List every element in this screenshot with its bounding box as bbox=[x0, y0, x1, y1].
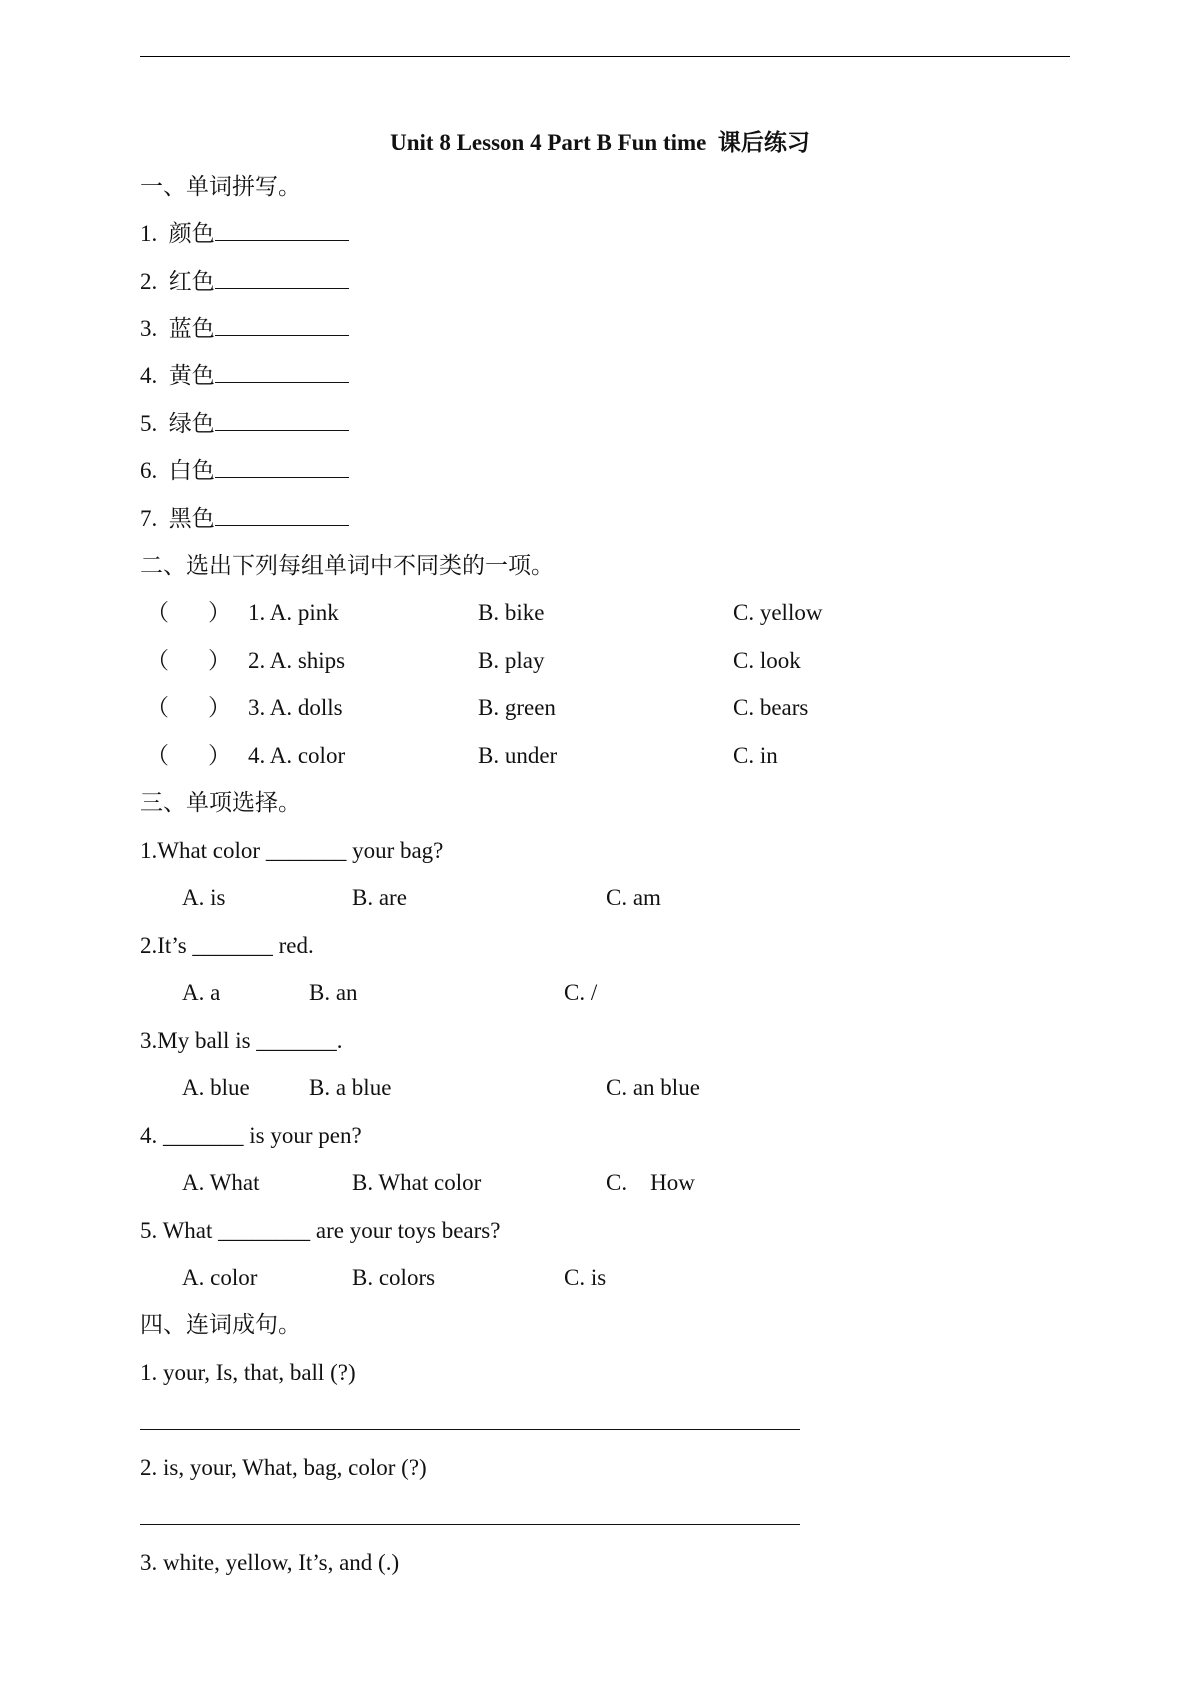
choice-b: B. What color bbox=[352, 1170, 482, 1195]
section3-heading: 三、单项选择。 bbox=[140, 790, 301, 815]
spelling-blank[interactable] bbox=[215, 457, 349, 478]
choice-c: C. is bbox=[564, 1265, 607, 1290]
option-b: B. play bbox=[478, 648, 545, 673]
option-c: C. bears bbox=[733, 695, 809, 720]
option-a: 1. A. pink bbox=[248, 600, 339, 625]
choice-a: A. blue bbox=[182, 1075, 250, 1100]
sentence-prompt: 1. your, Is, that, ball (?) bbox=[140, 1360, 356, 1385]
spelling-item: 6. 白色 bbox=[140, 456, 349, 486]
option-a: 3. A. dolls bbox=[248, 695, 343, 720]
section1-heading: 一、单词拼写。 bbox=[140, 174, 301, 199]
header-rule bbox=[140, 56, 1070, 57]
choice-b: B. colors bbox=[352, 1265, 436, 1290]
option-b: B. bike bbox=[478, 600, 545, 625]
option-a: 2. A. ships bbox=[248, 648, 346, 673]
section2-heading: 二、选出下列每组单词中不同类的一项。 bbox=[140, 553, 554, 578]
option-c: C. in bbox=[733, 743, 778, 768]
spelling-item: 2. 红色 bbox=[140, 267, 349, 297]
spelling-item: 7. 黑色 bbox=[140, 504, 349, 534]
choice-c: C. an blue bbox=[606, 1075, 700, 1100]
spelling-item: 3. 蓝色 bbox=[140, 314, 349, 344]
choice-a: A. What bbox=[182, 1170, 260, 1195]
answer-line[interactable] bbox=[140, 1429, 800, 1430]
spelling-item: 1. 颜色 bbox=[140, 219, 349, 249]
choice-c: C. / bbox=[564, 980, 598, 1005]
answer-bracket-open: （ bbox=[146, 695, 169, 720]
spelling-item: 5. 绿色 bbox=[140, 409, 349, 439]
answer-bracket-close: ） bbox=[208, 648, 231, 673]
question-text: 2.It’s _______ red. bbox=[140, 933, 314, 958]
section4-heading: 四、连词成句。 bbox=[140, 1312, 301, 1337]
answer-bracket-close: ） bbox=[208, 600, 231, 625]
choice-b: B. a blue bbox=[309, 1075, 392, 1100]
question-text: 4. _______ is your pen? bbox=[140, 1123, 362, 1148]
page-title: Unit 8 Lesson 4 Part B Fun time 课后练习 bbox=[390, 130, 810, 155]
choice-b: B. an bbox=[309, 980, 358, 1005]
question-text: 1.What color _______ your bag? bbox=[140, 838, 444, 863]
choice-c: C. am bbox=[606, 885, 661, 910]
answer-bracket-close: ） bbox=[208, 695, 231, 720]
spelling-blank[interactable] bbox=[215, 362, 349, 383]
option-c: C. look bbox=[733, 648, 801, 673]
answer-bracket-open: （ bbox=[146, 743, 169, 768]
answer-bracket-open: （ bbox=[146, 600, 169, 625]
choice-a: A. a bbox=[182, 980, 221, 1005]
choice-b: B. are bbox=[352, 885, 407, 910]
option-b: B. green bbox=[478, 695, 556, 720]
answer-line[interactable] bbox=[140, 1524, 800, 1525]
choice-a: A. is bbox=[182, 885, 226, 910]
question-text: 5. What ________ are your toys bears? bbox=[140, 1218, 501, 1243]
sentence-prompt: 3. white, yellow, It’s, and (.) bbox=[140, 1550, 400, 1575]
spelling-blank[interactable] bbox=[215, 505, 349, 526]
option-b: B. under bbox=[478, 743, 558, 768]
choice-c: C. How bbox=[606, 1170, 695, 1195]
answer-bracket-close: ） bbox=[208, 743, 231, 768]
spelling-item: 4. 黄色 bbox=[140, 361, 349, 391]
spelling-blank[interactable] bbox=[215, 315, 349, 336]
choice-a: A. color bbox=[182, 1265, 258, 1290]
sentence-prompt: 2. is, your, What, bag, color (?) bbox=[140, 1455, 427, 1480]
option-c: C. yellow bbox=[733, 600, 823, 625]
answer-bracket-open: （ bbox=[146, 648, 169, 673]
spelling-blank[interactable] bbox=[215, 268, 349, 289]
spelling-blank[interactable] bbox=[215, 410, 349, 431]
question-text: 3.My ball is _______. bbox=[140, 1028, 343, 1053]
option-a: 4. A. color bbox=[248, 743, 346, 768]
spelling-blank[interactable] bbox=[215, 220, 349, 241]
